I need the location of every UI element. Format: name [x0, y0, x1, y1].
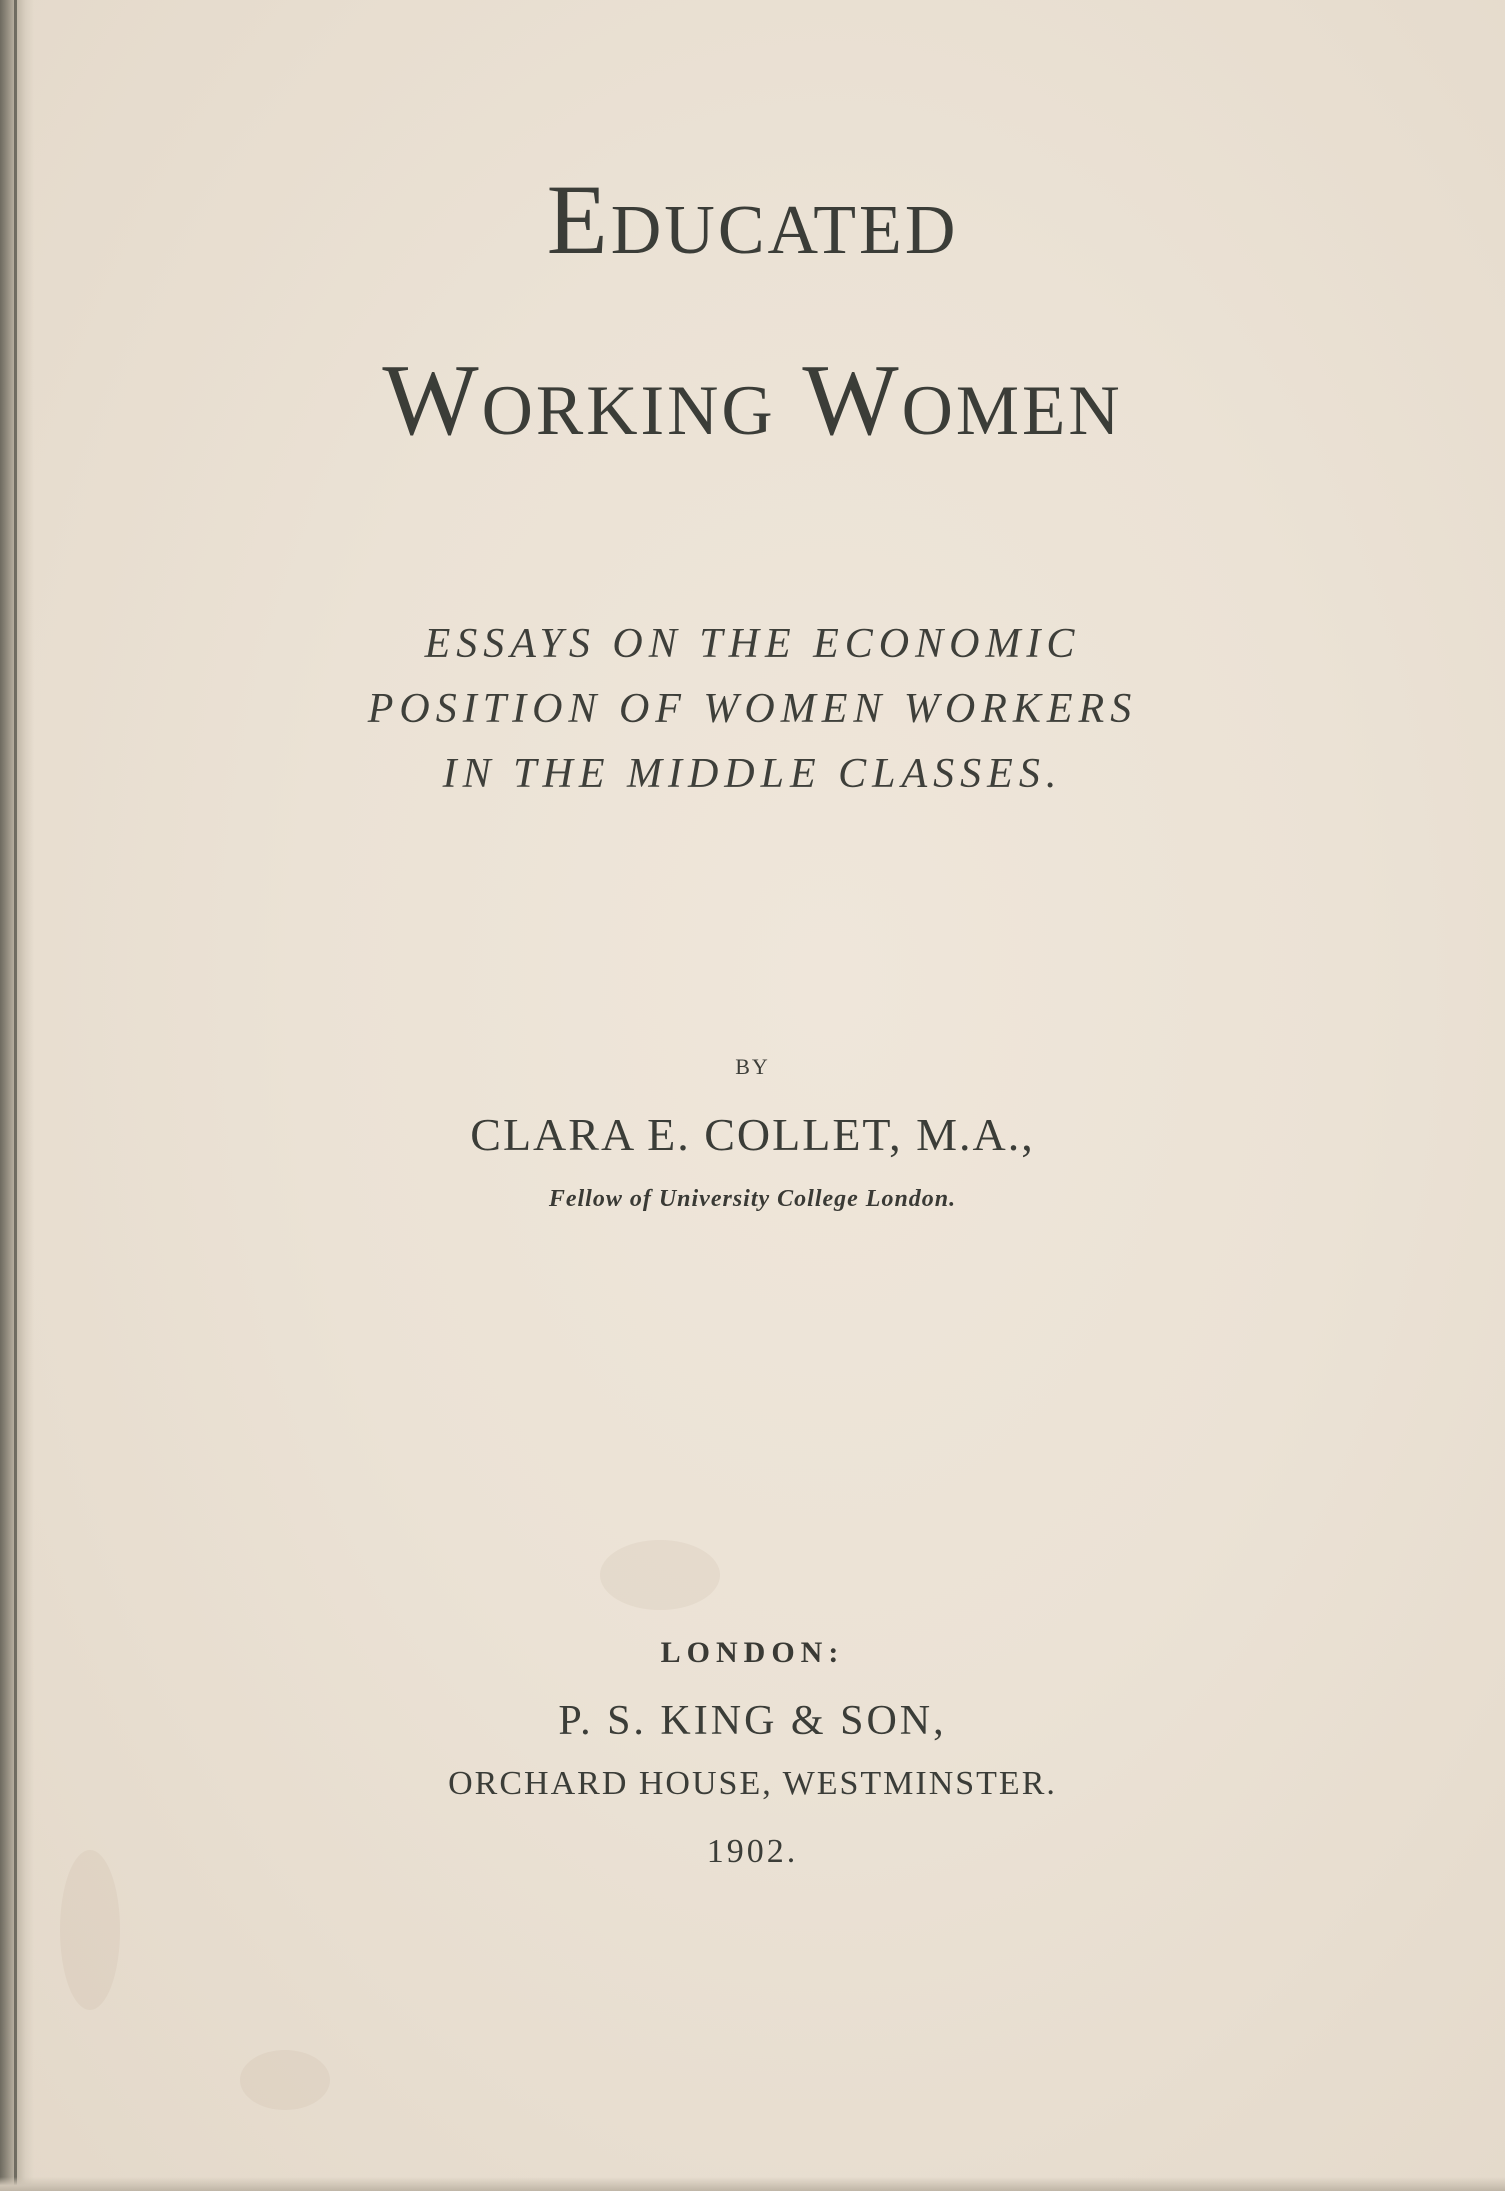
by-label: BY: [735, 1054, 770, 1079]
paper-stain: [600, 1540, 720, 1610]
paper-stain: [240, 2050, 330, 2110]
subtitle-line-2: POSITION OF WOMEN WORKERS: [367, 686, 1138, 732]
publisher-name: P. S. KING & SON,: [558, 1698, 947, 1744]
author-affiliation: Fellow of University College London.: [548, 1186, 957, 1212]
subtitle-line-3: IN THE MIDDLE CLASSES.: [442, 751, 1063, 797]
book-title-line-2: Working Women: [382, 344, 1123, 457]
author-name: CLARA E. COLLET, M.A.,: [470, 1109, 1035, 1160]
publisher-address: ORCHARD HOUSE, WESTMINSTER.: [448, 1765, 1057, 1802]
publication-place: LONDON:: [660, 1636, 845, 1669]
paper-stain: [60, 1850, 120, 2010]
subtitle-line-1: ESSAYS ON THE ECONOMIC: [424, 621, 1081, 667]
publication-year: 1902.: [706, 1833, 799, 1870]
book-title-line-1: Educated: [546, 164, 959, 275]
page-bottom-edge: [0, 2177, 1505, 2191]
